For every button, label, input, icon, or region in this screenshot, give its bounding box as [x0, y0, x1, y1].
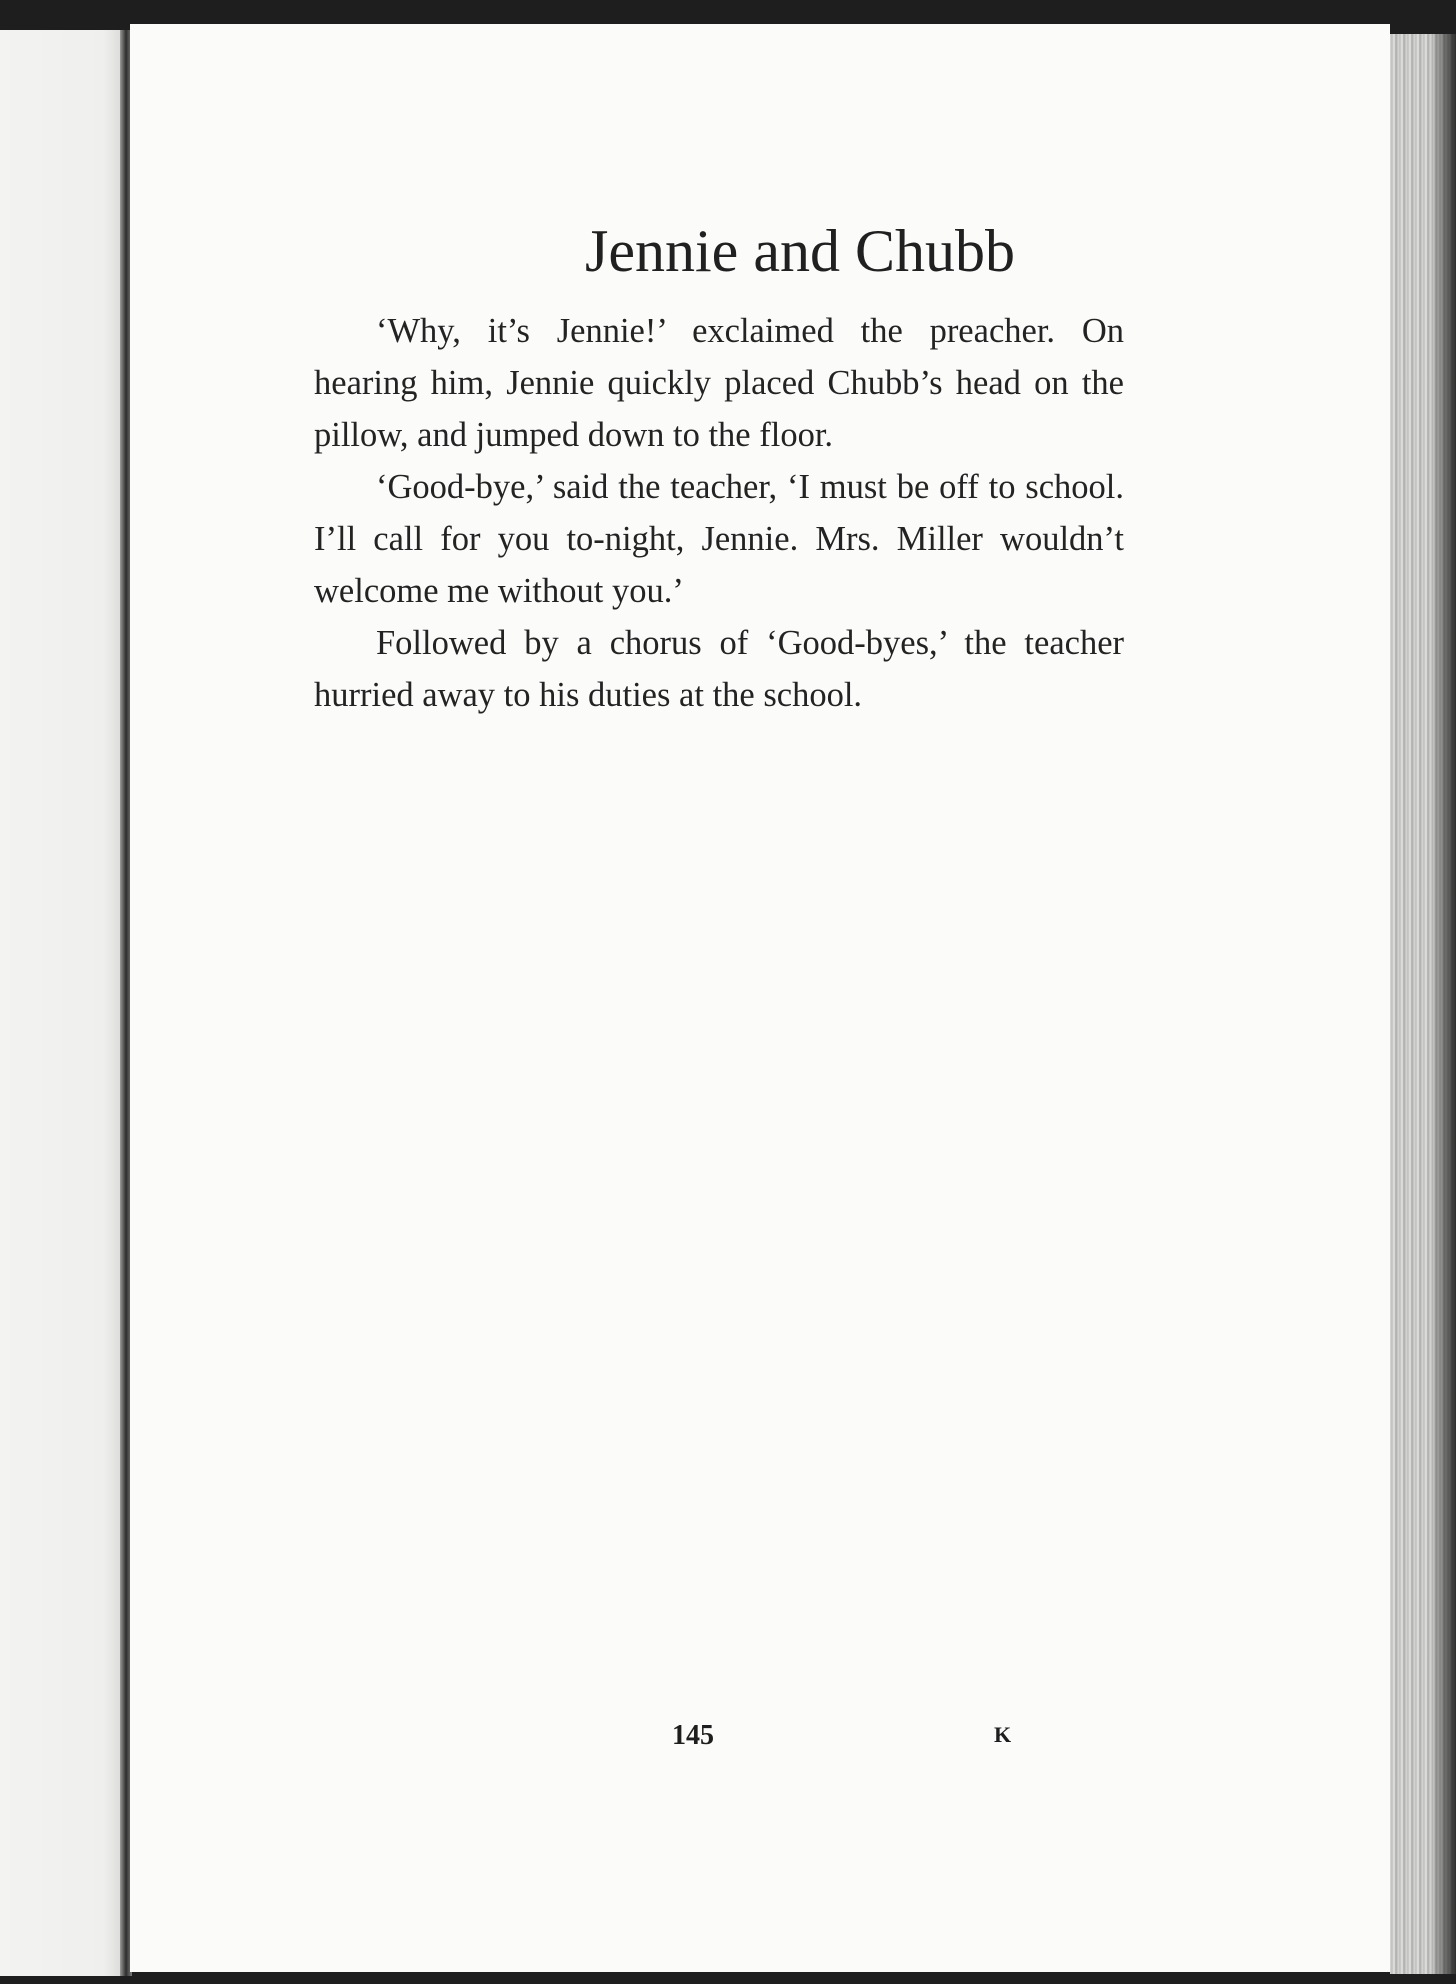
paragraph: ‘Good-bye,’ said the teacher, ‘I must be off to school. I’ll call for you to-night, Jennie. Mrs. Miller wouldn’t welcome me without you.’ [314, 468, 1124, 610]
body-text [314, 305, 1124, 721]
paragraph: Followed by a chorus of ‘Good-byes,’ the teacher hurried away to his duties at the school. [314, 624, 1124, 714]
chapter-title: Jennie and Chubb [585, 218, 1015, 284]
signature-mark: K [994, 1722, 1012, 1747]
page-number: 145 [672, 1720, 714, 1751]
page-edges-shadow [1432, 34, 1456, 1974]
left-page-edge [0, 30, 130, 1976]
paragraph: ‘Why, it’s Jennie!’ exclaimed the preacher. On hearing him, Jennie quickly placed Chubb’s head on the pillow, and jumped down to the floor. [314, 312, 1124, 454]
